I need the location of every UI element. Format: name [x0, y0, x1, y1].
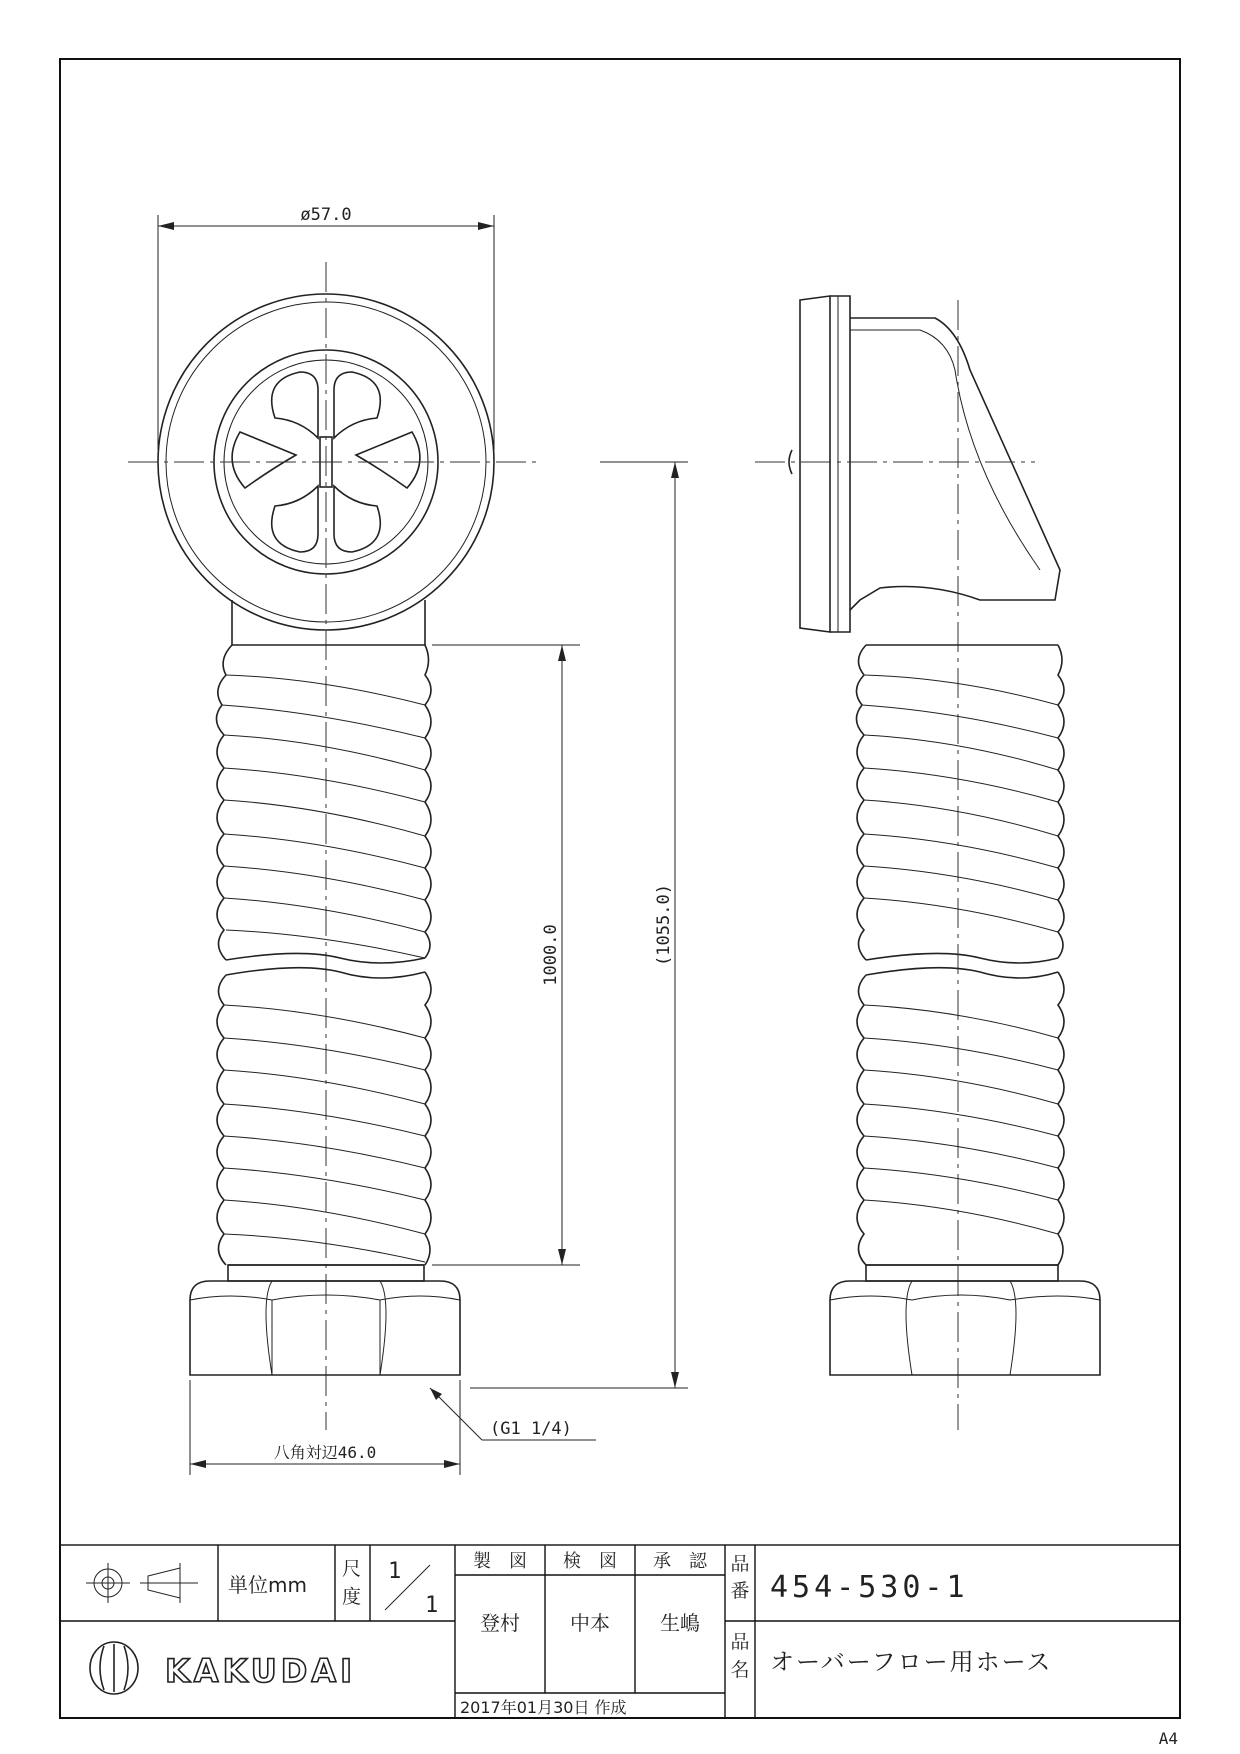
projection-symbol-icon: [86, 1563, 198, 1603]
part-name: オーバーフロー用ホース: [770, 1648, 1053, 1676]
part-number: 454-530-1: [770, 1570, 969, 1605]
approved-by: 生嶋: [660, 1611, 700, 1635]
scale-den: 1: [425, 1593, 439, 1618]
drawn-by: 登村: [480, 1611, 520, 1635]
date-label: 2017年01月30日 作成: [460, 1698, 627, 1717]
approved-label: 承 認: [653, 1551, 707, 1572]
title-block: [60, 1545, 1180, 1718]
front-view: [128, 262, 540, 1430]
scale-num: 1: [388, 1559, 402, 1584]
side-view: [755, 296, 1100, 1430]
part-no-label-1: 品: [730, 1553, 750, 1575]
hex-nut-side: [830, 1265, 1100, 1375]
checked-by: 中本: [570, 1611, 610, 1635]
paper-size-label: A4: [1158, 1729, 1178, 1748]
diameter-label: ø57.0: [300, 205, 352, 225]
hex-nut-front: [190, 1265, 460, 1375]
scale-label-1: 尺: [342, 1558, 362, 1580]
scale-label-2: 度: [342, 1586, 362, 1608]
kakudai-logo: [90, 1642, 356, 1694]
part-name-label-1: 品: [730, 1631, 750, 1653]
part-name-label-2: 名: [730, 1659, 750, 1681]
thread-label: (G1 1/4): [490, 1419, 572, 1439]
part-no-label-2: 番: [730, 1580, 750, 1602]
checked-label: 検 図: [563, 1551, 617, 1572]
octagon-label: 八角対辺46.0: [273, 1443, 377, 1462]
dimensions: [158, 205, 688, 1475]
drawn-label: 製 図: [473, 1551, 527, 1572]
total-length-label: (1055.0): [654, 884, 674, 966]
hose-upper: [216, 645, 431, 978]
unit-label: 単位mm: [228, 1573, 307, 1597]
hose-lower: [217, 972, 431, 1265]
brand-logo-text: KAKUDAI: [165, 1652, 357, 1690]
hose-side: [856, 645, 1064, 1265]
hose-length-label: 1000.0: [541, 924, 561, 986]
